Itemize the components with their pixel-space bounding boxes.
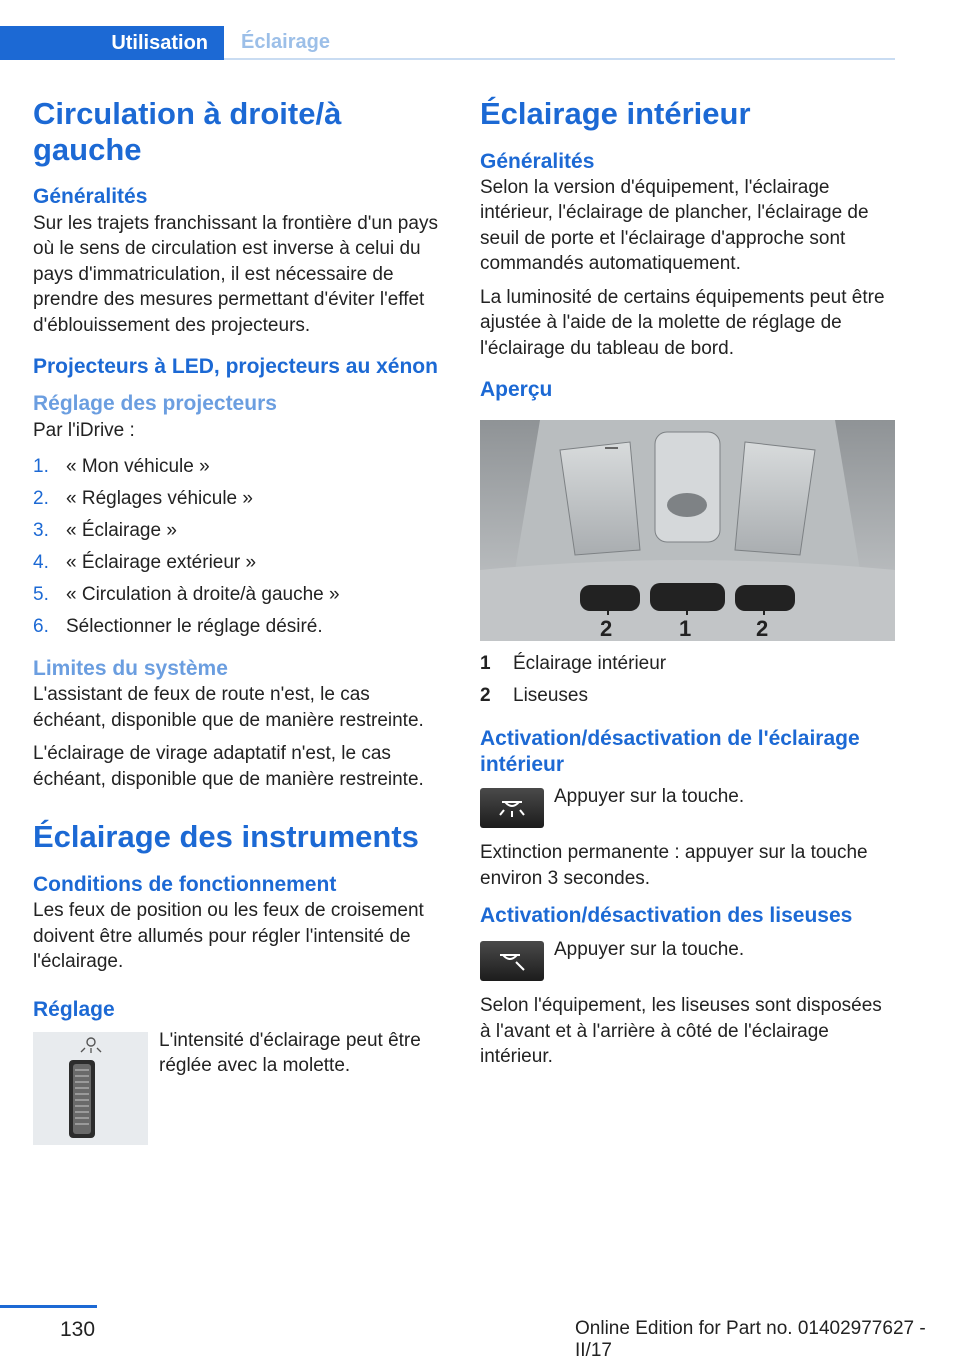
step-text: « Éclairage » [66, 520, 177, 542]
list-item [480, 683, 896, 715]
reading-light-button-image [480, 941, 544, 981]
paragraph-reglage: L'intensité d'éclairage peut être réglée avec la molette. [159, 1029, 421, 1077]
paragraph-idrive: Par l'iDrive : [33, 419, 135, 441]
image-callout-2-left: 2 [600, 615, 613, 641]
paragraph-generalites: Sur les trajets franchissant la frontière d'un pays où le sens de circulation est inverse à celui du pays d'immatriculation, il est nécessaire de prendre des mesures permettant d'éviter l'effet d'éblouissement des projecteurs. [33, 212, 438, 336]
heading-apercu: Aperçu [480, 378, 553, 402]
heading-generalites: Généralités [33, 185, 148, 209]
step-text: « Réglages véhicule » [66, 488, 253, 510]
section-title-eclairage-interieur: Éclairage intérieur [480, 96, 751, 131]
heading-conditions: Conditions de fonctionnement [33, 872, 337, 896]
paragraph-limites-2: L'éclairage de virage adaptatif n'est, le cas échéant, disponible que de manière restreinte. [33, 743, 424, 790]
page-number: 130 [60, 1318, 96, 1341]
image-callout-1: 1 [679, 615, 692, 641]
image-callout-2-right: 2 [756, 615, 769, 641]
step-text: « Mon véhicule » [66, 456, 210, 478]
section-title-circulation: Circulation à droite/à gauche [33, 96, 342, 167]
legend-number: 1 [480, 652, 491, 674]
heading-limites: Limites du système [33, 657, 228, 681]
list-item [33, 486, 441, 518]
heading-generalites-right: Généralités [480, 149, 595, 173]
paragraph-activation: Appuyer sur la touche. [554, 786, 745, 808]
paragraph-generalites-right-2: La luminosité de certains équipements peut être ajustée à l'aide de la molette de réglage de l'éclairage du tableau de bord. [480, 286, 885, 359]
legend-text: Éclairage intérieur [513, 652, 667, 674]
list-item [33, 550, 441, 582]
step-number: 2. [33, 488, 49, 510]
step-text: « Éclairage extérieur » [66, 552, 257, 574]
interior-light-icon [490, 796, 534, 820]
right-column [480, 96, 896, 1070]
step-number: 3. [33, 520, 49, 542]
list-item [480, 651, 896, 683]
left-column [33, 96, 441, 1145]
liseuses-row [480, 939, 896, 981]
step-number: 5. [33, 584, 49, 606]
tab-utilisation[interactable]: Utilisation [0, 26, 224, 60]
list-item [33, 582, 441, 614]
heading-activation: Activation/désactivation de l'éclairage intérieur [480, 726, 860, 776]
edition-text: Online Edition for Part no. 01402977627 - II/17 [575, 1318, 926, 1361]
paragraph-conditions: Les feux de position ou les feux de croisement doivent être allumés pour régler l'intensité de l'éclairage. [33, 900, 424, 973]
overhead-console-illustration [480, 420, 895, 641]
paragraph-liseuses-note: Selon l'équipement, les liseuses sont disposées à l'avant et à l'arrière à côté de l'éclairage intérieur. [480, 995, 882, 1068]
reading-light-icon [490, 949, 534, 973]
paragraph-generalites-right-1: Selon la version d'équipement, l'éclairage intérieur, l'éclairage de plancher, l'éclairage de seuil de porte et l'éclairage d'approche sont commandés automatiquement. [480, 176, 869, 275]
list-item [33, 614, 441, 646]
footer-rule [0, 1305, 97, 1308]
heading-reglage-projecteurs: Réglage des projecteurs [33, 392, 277, 416]
list-item [33, 454, 441, 486]
heading-liseuses: Activation/désactivation des liseuses [480, 904, 853, 928]
step-number: 1. [33, 456, 49, 478]
paragraph-liseuses: Appuyer sur la touche. [554, 939, 745, 961]
legend-number: 2 [480, 684, 491, 706]
step-text: Sélectionner le réglage désiré. [66, 616, 323, 638]
dimmer-wheel-image [33, 1032, 148, 1145]
list-item [33, 518, 441, 550]
steps-list [33, 454, 441, 646]
legend-text: Liseuses [513, 684, 588, 706]
page-header [0, 26, 895, 62]
activation-row [480, 786, 896, 828]
heading-led: Projecteurs à LED, projecteurs au xénon [33, 355, 438, 379]
step-number: 6. [33, 616, 49, 638]
section-title-instruments: Éclairage des instruments [33, 819, 419, 855]
heading-reglage: Réglage [33, 997, 115, 1021]
dimmer-wheel-icon [33, 1032, 148, 1145]
tab-eclairage[interactable]: Éclairage [224, 26, 895, 60]
interior-light-button-image [480, 788, 544, 828]
legend-list [480, 651, 896, 715]
step-number: 4. [33, 552, 49, 574]
overhead-console-image [480, 420, 895, 641]
reglage-row [33, 1029, 441, 1145]
step-text: « Circulation à droite/à gauche » [66, 584, 340, 606]
paragraph-limites-1: L'assistant de feux de route n'est, le cas échéant, disponible que de manière restreinte. [33, 684, 424, 731]
paragraph-extinction: Extinction permanente : appuyer sur la touche environ 3 secondes. [480, 842, 868, 889]
